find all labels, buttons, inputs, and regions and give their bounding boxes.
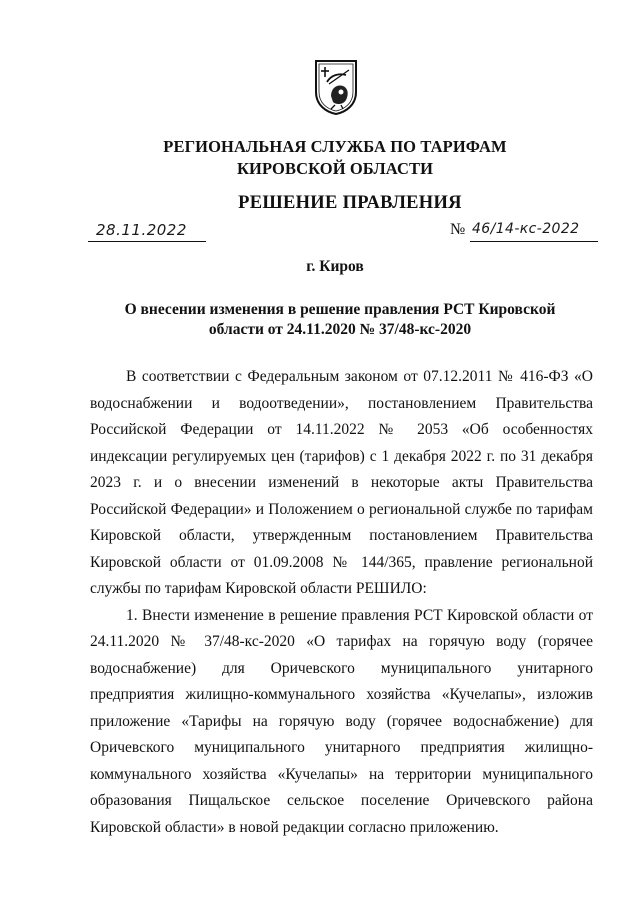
handwritten-date: 28.11.2022 bbox=[96, 221, 187, 239]
organization-name bbox=[0, 136, 640, 180]
document-body bbox=[90, 364, 593, 841]
body-paragraph-2: 1. Внести изменение в решение правления РСТ Кировской области от 24.11.2020 № 37/48-кс-2020 «О тарифах на горячую воду (горячее водоснабжение) для Оричевского муниципального унитарного предприятия жилищно-коммунального хозяйства «Кучелапы», изложив приложение «Тарифы на горячую воду (горячее водоснабжение) для Оричевского муниципального унитарного предприятия жилищно-коммунального хозяйства «Кучелапы» на территории муниципального образования Пищальское сельское поселение Оричевского района Кировской области» в новой редакции согласно приложению. bbox=[90, 606, 593, 836]
kirov-coat-of-arms-icon bbox=[313, 58, 359, 116]
city-name: г. Киров bbox=[306, 258, 364, 275]
city-line bbox=[0, 258, 640, 276]
organization-line-1: РЕГИОНАЛЬНАЯ СЛУЖБА ПО ТАРИФАМ bbox=[163, 137, 507, 156]
organization-line-2: КИРОВСКОЙ ОБЛАСТИ bbox=[236, 159, 434, 178]
decision-subject bbox=[110, 300, 570, 340]
body-paragraph-1: В соответствии с Федеральным законом от 07.12.2011 № 416-ФЗ «О водоснабжении и водоотведении», постановлением Правительства Российской Федерации от 14.11.2022 № 2053 «Об особенностях индексации регулируемых цен (тарифов) с 1 декабря 2022 г. по 31 декабря 2023 г. и о внесении изменений в некоторые акты Правительства Российской Федерации» и Положением о региональной службе по тарифам Кировской области, утвержденным постановлением Правительства Кировской области от 01.09.2008 № 144/365, правление региональной службы по тарифам Кировской области РЕШИЛО: bbox=[90, 368, 593, 597]
number-underline bbox=[470, 241, 598, 242]
document-title: РЕШЕНИЕ ПРАВЛЕНИЯ bbox=[238, 193, 462, 213]
date-underline bbox=[88, 241, 206, 242]
subject-line-2: области от 24.11.2020 № 37/48-кс-2020 bbox=[208, 321, 472, 338]
decision-number bbox=[450, 221, 600, 245]
subject-line-1: О внесении изменения в решение правления РСТ Кировской bbox=[124, 301, 556, 318]
number-sign: № bbox=[450, 221, 466, 238]
handwritten-number: 46/14-кс-2022 bbox=[472, 221, 580, 237]
